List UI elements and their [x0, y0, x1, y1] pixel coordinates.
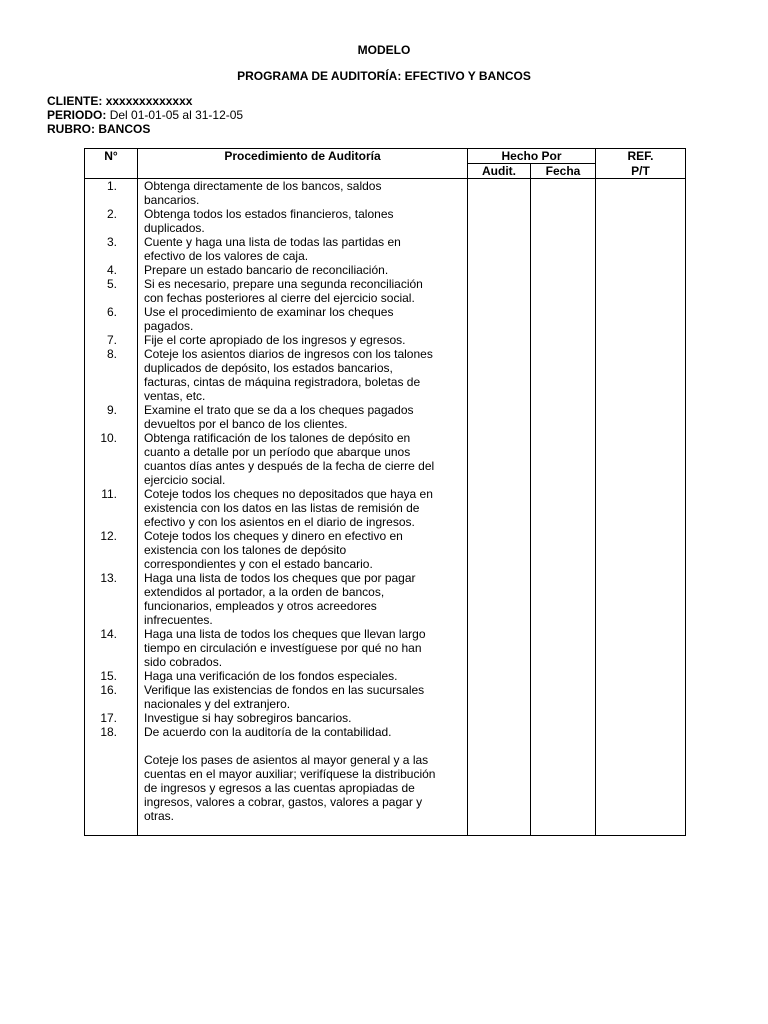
rubro-line [47, 122, 150, 136]
client-line [47, 94, 192, 108]
closing-line: otras. [144, 809, 175, 823]
procedure-line: Investigue si hay sobregiros bancarios. [144, 711, 352, 725]
procedure-line: efectivo de los valores de caja. [144, 249, 309, 263]
closing-line: ingresos, valores a cobrar, gastos, valores a pagar y [144, 795, 423, 809]
procedure-line: cuantos días antes y después de la fecha de cierre del [144, 459, 435, 473]
period-label: PERIODO: [47, 108, 107, 122]
procedure-number: 17. [100, 711, 117, 725]
procedure-line: bancarios. [144, 193, 200, 207]
number-spacer [85, 655, 137, 669]
procedure-line: Coteje todos los cheques y dinero en efectivo en [144, 529, 403, 543]
spacer [138, 739, 467, 753]
procedure-line: ejercicio social. [144, 473, 226, 487]
number-spacer [85, 389, 137, 403]
header-done-by: Hecho Por [468, 149, 596, 164]
procedure-number: 6. [106, 305, 117, 319]
number-spacer [85, 557, 137, 571]
header-number: N° [85, 149, 138, 179]
procedure-line: Cuente y haga una lista de todas las partidas en [144, 235, 401, 249]
procedure-line: Obtenga directamente de los bancos, saldos [144, 179, 382, 193]
procedure-line: correspondientes y con el estado bancario. [144, 557, 373, 571]
number-spacer [85, 515, 137, 529]
ref-column [596, 179, 686, 836]
procedure-line: existencia con los datos en las listas de remisión de [144, 501, 420, 515]
procedure-line: funcionarios, empleados y otros acreedores [144, 599, 377, 613]
client-value: xxxxxxxxxxxxx [105, 94, 193, 108]
procedure-line: sido cobrados. [144, 655, 223, 669]
procedure-line: facturas, cintas de máquina registradora, boletas de [144, 375, 421, 389]
procedure-line: Si es necesario, prepare una segunda reconciliación [144, 277, 423, 291]
period-line [47, 108, 243, 122]
number-spacer [85, 361, 137, 375]
procedure-line: devueltos por el banco de los clientes. [144, 417, 348, 431]
procedure-line: pagados. [144, 319, 194, 333]
number-spacer [85, 249, 137, 263]
procedure-number: 18. [100, 725, 117, 739]
number-spacer [85, 319, 137, 333]
procedure-column [138, 179, 468, 836]
procedure-number: 1. [106, 179, 117, 193]
procedure-line: duplicados. [144, 221, 205, 235]
procedure-line: extendidos al portador, a la orden de bancos, [144, 585, 385, 599]
document-title: MODELO [357, 43, 411, 57]
procedure-line: cuanto a detalle por un período que abarque unos [144, 445, 411, 459]
period-value: Del 01-01-05 al 31-12-05 [109, 108, 244, 122]
procedure-line: Obtenga ratificación de los talones de depósito en [144, 431, 411, 445]
procedure-line: Haga una lista de todos los cheques que por pagar [144, 571, 416, 585]
number-spacer [85, 585, 137, 599]
procedure-number: 2. [106, 207, 117, 221]
procedure-line: Fije el corte apropiado de los ingresos y egresos. [144, 333, 406, 347]
procedure-line: Haga una verificación de los fondos especiales. [144, 669, 398, 683]
number-spacer [85, 641, 137, 655]
closing-line: cuentas en el mayor auxiliar; verifíquese la distribución [144, 767, 436, 781]
header-procedure: Procedimiento de Auditoría [138, 149, 468, 179]
client-label: CLIENTE: [47, 94, 103, 108]
procedure-line: Examine el trato que se da a los cheques pagados [144, 403, 414, 417]
header-date: Fecha [531, 164, 596, 179]
procedure-number: 13. [100, 571, 117, 585]
procedure-line: ventas, etc. [144, 389, 206, 403]
number-spacer [85, 291, 137, 305]
header-ref-top: REF. [596, 149, 686, 164]
number-spacer [85, 697, 137, 711]
audit-program-table [84, 148, 686, 836]
procedure-line: Use el procedimiento de examinar los cheques [144, 305, 394, 319]
document-subtitle: PROGRAMA DE AUDITORÍA: EFECTIVO Y BANCOS [237, 69, 531, 83]
procedure-line: efectivo y con los asientos en el diario de ingresos. [144, 515, 415, 529]
procedure-number: 11. [101, 487, 117, 501]
procedure-line: existencia con los talones de depósito [144, 543, 347, 557]
number-spacer [85, 459, 137, 473]
procedure-number: 5. [106, 277, 117, 291]
number-spacer [85, 221, 137, 235]
procedure-number: 15. [100, 669, 117, 683]
rubro-label: RUBRO: [47, 122, 95, 136]
procedure-line: tiempo en circulación e investíguese por qué no han [144, 641, 422, 655]
audit-column [468, 179, 531, 836]
number-spacer [85, 473, 137, 487]
number-spacer [85, 375, 137, 389]
rubro-value: BANCOS [98, 122, 151, 136]
header-ref-bottom: P/T [596, 164, 686, 179]
procedure-line: Obtenga todos los estados financieros, talones [144, 207, 394, 221]
procedure-number: 14. [100, 627, 117, 641]
procedure-number: 7. [106, 333, 117, 347]
procedure-number: 8. [106, 347, 117, 361]
procedure-line: Prepare un estado bancario de reconciliación. [144, 263, 389, 277]
procedure-number: 10. [100, 431, 117, 445]
procedure-line: Coteje todos los cheques no depositados que haya en [144, 487, 433, 501]
closing-line: Coteje los pases de asientos al mayor general y a las [144, 753, 429, 767]
procedure-line: duplicados de depósito, los estados bancarios, [144, 361, 393, 375]
number-spacer [85, 417, 137, 431]
procedure-line: con fechas posteriores al cierre del ejercicio social. [144, 291, 415, 305]
number-spacer [85, 543, 137, 557]
date-column [531, 179, 596, 836]
closing-line: de ingresos y egresos a las cuentas apropiadas de [144, 781, 415, 795]
number-column [85, 179, 138, 836]
procedure-number: 12. [100, 529, 117, 543]
procedure-line: Verifique las existencias de fondos en las sucursales [144, 683, 425, 697]
number-spacer [85, 613, 137, 627]
number-spacer [85, 599, 137, 613]
number-spacer [85, 445, 137, 459]
procedure-number: 4. [106, 263, 117, 277]
procedure-line: infrecuentes. [144, 613, 213, 627]
procedure-line: De acuerdo con la auditoría de la contabilidad. [144, 725, 392, 739]
procedure-line: Coteje los asientos diarios de ingresos con los talones [144, 347, 433, 361]
number-spacer [85, 501, 137, 515]
procedure-line: Haga una lista de todos los cheques que llevan largo [144, 627, 426, 641]
procedure-number: 9. [106, 403, 117, 417]
procedure-line: nacionales y del extranjero. [144, 697, 291, 711]
procedure-number: 3. [106, 235, 117, 249]
procedure-number: 16. [100, 683, 117, 697]
number-spacer [85, 193, 137, 207]
header-audit: Audit. [468, 164, 531, 179]
